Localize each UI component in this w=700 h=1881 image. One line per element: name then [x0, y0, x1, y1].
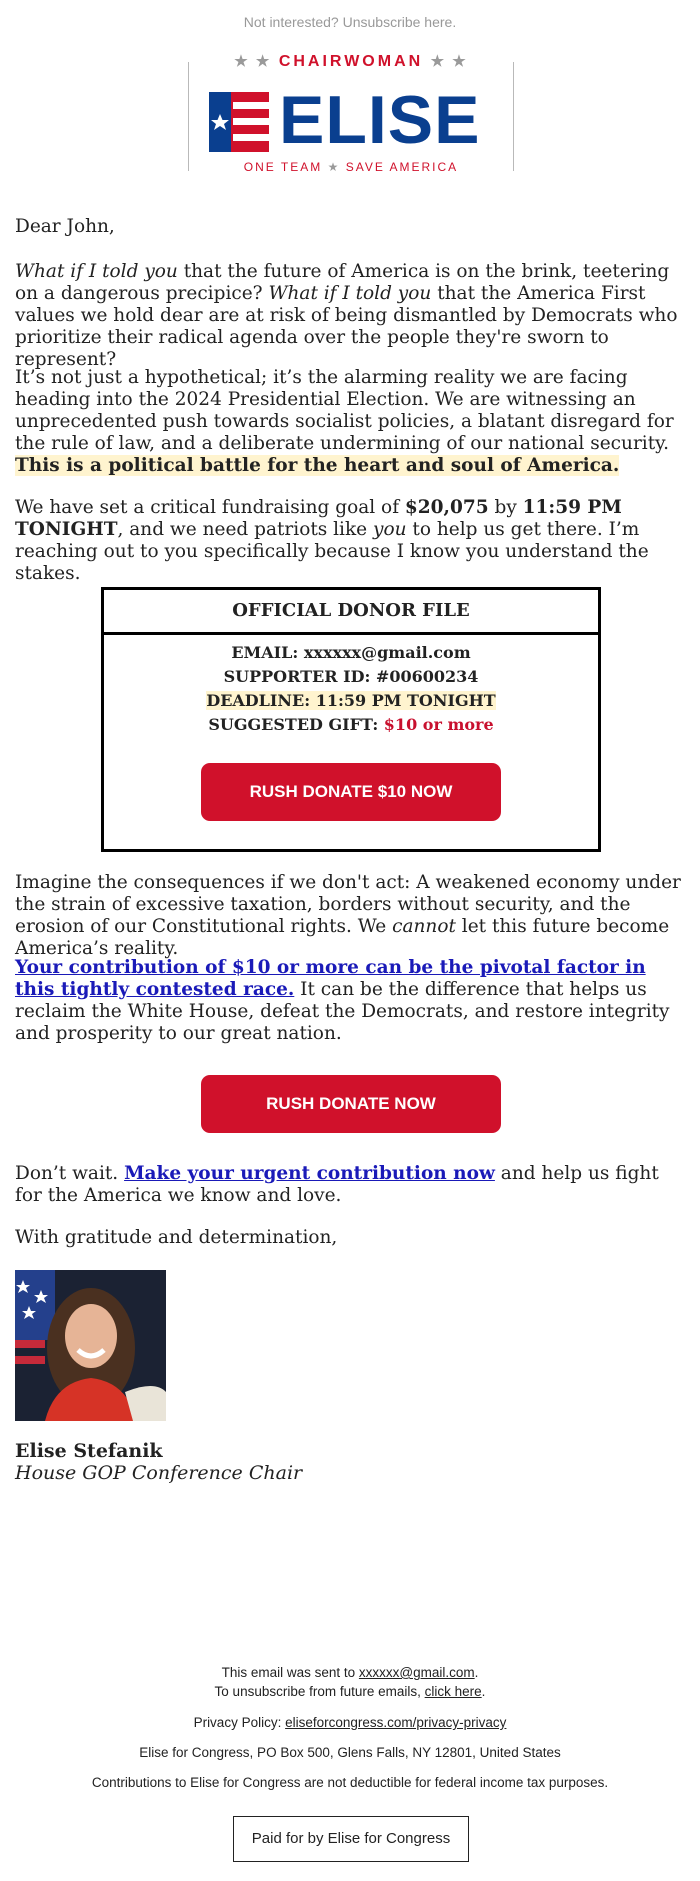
- p3-text-d: to help us get there. I’m reaching out to you specifically because I know you understand the stakes.: [15, 519, 649, 584]
- unsubscribe-link[interactable]: Not interested? Unsubscribe here.: [243, 14, 457, 30]
- closing: [15, 1227, 685, 1249]
- p5-text: It can be the difference that helps us reclaim the White House, defeat the Democrats, and restore integrity and prosperity to our great nation.: [15, 979, 670, 1044]
- deadline-value: 11:59 PM TONIGHT: [315, 691, 496, 710]
- tagline-one-team: ONE TEAM: [243, 160, 323, 174]
- paid-for-disclaimer: Paid for by Elise for Congress: [233, 1816, 469, 1862]
- donor-file-details: [104, 635, 598, 737]
- privacy-policy-link[interactable]: eliseforcongress.com/privacy-privacy: [285, 1715, 507, 1730]
- footer-address: Elise for Congress, PO Box 500, Glens Falls, NY 12801, United States: [139, 1745, 561, 1760]
- unsub-prefix: To unsubscribe from future emails,: [214, 1684, 425, 1699]
- greeting-text: Dear John,: [15, 216, 115, 237]
- supporter-value: #00600234: [375, 667, 479, 686]
- paragraph-3: [15, 497, 685, 585]
- sent-to-suffix: .: [474, 1665, 479, 1680]
- star-icon: ★ ★: [234, 53, 272, 70]
- p4-text-b: let this future become America’s reality.: [15, 916, 670, 959]
- flag-e-icon: [209, 92, 269, 152]
- rush-donate-now-button[interactable]: RUSH DONATE NOW: [201, 1075, 501, 1133]
- p3-text-c: , and we need patriots like: [117, 519, 374, 540]
- paragraph-2: [15, 367, 685, 477]
- logo-tagline: [189, 160, 513, 174]
- p3-text-b: by: [488, 497, 523, 518]
- paragraph-1: [15, 261, 685, 371]
- donor-deadline-row: [104, 689, 598, 713]
- recipient-email-link[interactable]: xxxxxx@gmail.com: [358, 1665, 475, 1680]
- p1-text-a: that the future of America is on the brink, teetering on a dangerous precipice?: [15, 261, 670, 304]
- unsub-suffix: .: [481, 1684, 486, 1699]
- paragraph-4: [15, 872, 685, 960]
- email-value: xxxxxx@gmail.com: [303, 643, 471, 662]
- star-icon: ★: [327, 160, 341, 174]
- p2-text: It’s not just a hypothetical; it’s the alarming reality we are facing heading into the 2024 Presidential Election. We are witnessing an unprecedented push towards socialist policies, a blatant disregard for the rule of law, and a deliberate undermining of our national security.: [15, 367, 674, 454]
- email-label: EMAIL:: [231, 643, 304, 662]
- p6-text-a: Don’t wait.: [15, 1163, 125, 1184]
- signer-title: House GOP Conference Chair: [15, 1462, 303, 1484]
- campaign-logo: [188, 53, 514, 174]
- p1-italic-b: What if I told you: [268, 283, 432, 304]
- donor-supporter-row: [104, 665, 598, 689]
- donor-gift-row: [104, 713, 598, 737]
- rush-donate-10-button[interactable]: RUSH DONATE $10 NOW: [201, 763, 501, 821]
- signature: [15, 1440, 685, 1484]
- donor-email-row: [104, 641, 598, 665]
- p1-italic-a: What if I told you: [15, 261, 178, 282]
- sent-to-prefix: This email was sent to: [221, 1665, 359, 1680]
- top-unsubscribe-link[interactable]: [0, 14, 700, 30]
- closing-text: With gratitude and determination,: [15, 1227, 338, 1248]
- signer-name: Elise Stefanik: [15, 1440, 163, 1462]
- greeting: [15, 216, 685, 238]
- deadline-label: DEADLINE:: [206, 691, 316, 710]
- paragraph-6: [15, 1163, 685, 1207]
- footer-sent-to: [0, 1665, 700, 1680]
- gift-label: SUGGESTED GIFT:: [208, 715, 384, 734]
- footer-tax-note: Contributions to Elise for Congress are not deductible for federal income tax purposes.: [91, 1775, 609, 1790]
- p3-you: you: [373, 519, 407, 540]
- p3-text-a: We have set a critical fundraising goal of: [15, 497, 405, 518]
- gift-value: $10 or more: [383, 715, 494, 734]
- p4-text-a: Imagine the consequences if we don't act: A weakened economy under the strain of excessive taxation, borders without security, and the erosion of our Constitutional rights. We: [15, 872, 681, 937]
- paragraph-5: [15, 957, 685, 1045]
- footer-unsubscribe-link[interactable]: click here: [424, 1684, 482, 1699]
- logo-elise-text: ELISE: [279, 82, 481, 158]
- footer-unsubscribe: [0, 1684, 700, 1699]
- footer-privacy: [0, 1715, 700, 1730]
- logo-top-line: [189, 52, 513, 71]
- star-icon: ★ ★: [430, 53, 468, 70]
- donor-file-title: OFFICIAL DONOR FILE: [104, 590, 598, 635]
- tagline-save-america: SAVE AMERICA: [345, 160, 459, 174]
- deadline-text: 11:59 PM TONIGHT: [15, 497, 622, 540]
- urgent-contribution-link[interactable]: Make your urgent contribution now: [124, 1163, 495, 1184]
- privacy-prefix: Privacy Policy:: [193, 1715, 286, 1730]
- logo-chairwoman-text: CHAIRWOMAN: [278, 53, 424, 70]
- p6-text-b: and help us fight for the America we know and love.: [15, 1163, 659, 1206]
- supporter-label: SUPPORTER ID:: [223, 667, 376, 686]
- p1-text-b: that the America First values we hold dear are at risk of being dismantled by Democrats who prioritize their radical agenda over the people they're sworn to represent?: [15, 283, 678, 370]
- fundraising-goal: $20,075: [404, 497, 489, 518]
- signer-photo: [15, 1270, 166, 1421]
- contribution-link[interactable]: Your contribution of $10 or more can be the pivotal factor in this tightly contested race.: [15, 957, 646, 1000]
- p4-italic: cannot: [392, 916, 456, 937]
- p2-highlight: This is a political battle for the heart and soul of America.: [15, 455, 620, 476]
